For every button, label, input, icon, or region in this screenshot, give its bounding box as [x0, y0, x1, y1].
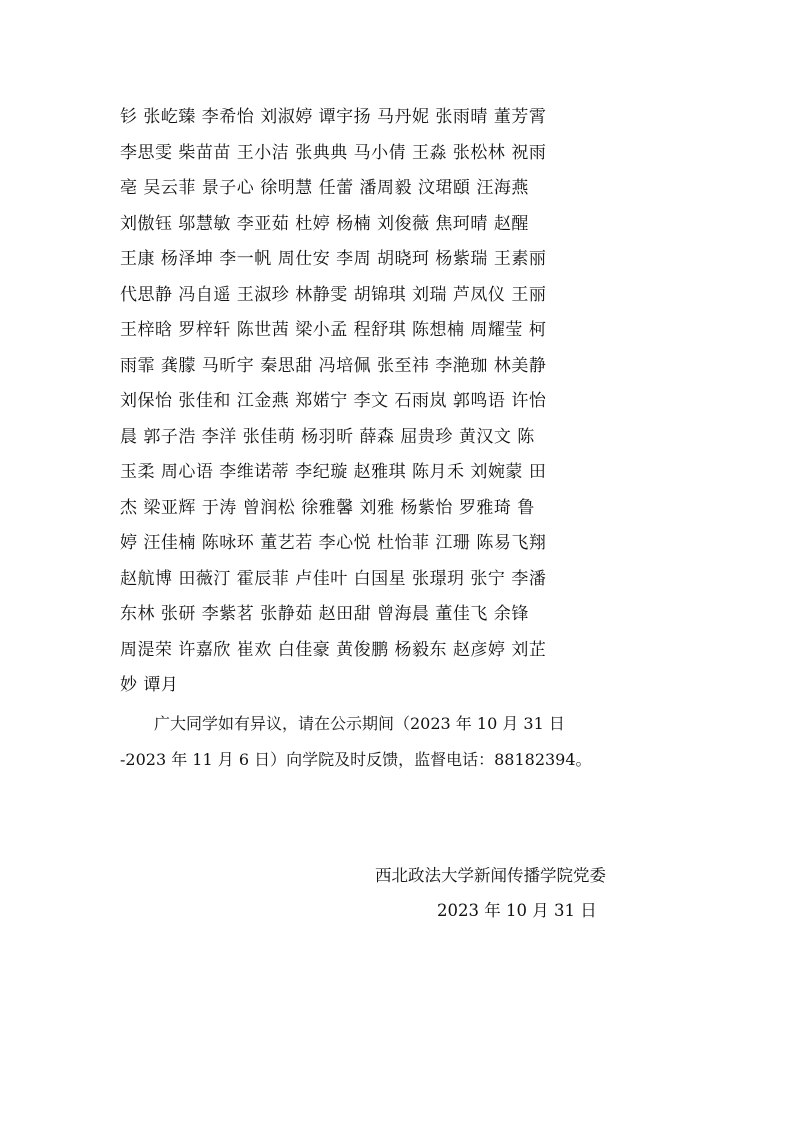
- name-list-line: 东林 张研 李紫茗 张静茹 赵田甜 曾海晨 董佳飞 余锋: [120, 604, 529, 624]
- name-list: [120, 100, 680, 704]
- name-list-line: 玉柔 周心语 李维诺蒂 李纪璇 赵雅琪 陈月禾 刘婉蒙 田: [120, 462, 547, 482]
- name-list-line: 亳 吴云菲 景子心 徐明慧 任蕾 潘周毅 汶珺頤 汪海燕: [120, 178, 529, 198]
- name-list-line: 妙 谭月: [120, 675, 179, 695]
- name-list-line: 代思静 冯自遥 王淑珍 林静雯 胡锦琪 刘瑞 芦凤仪 王丽: [120, 284, 547, 305]
- name-list-line: 刘保怡 张佳和 江金燕 郑婼宁 李文 石雨岚 郭鸣语 许怡: [120, 391, 547, 411]
- name-list-line: 李思雯 柴苗苗 王小洁 张典典 马小倩 王淼 张松林 祝雨: [120, 142, 547, 163]
- name-list-line: 婷 汪佳楠 陈咏环 董艺若 李心悦 杜怡菲 江珊 陈易飞翔: [120, 533, 547, 553]
- name-list-line: 雨霏 龚朦 马昕宇 秦思甜 冯培佩 张至祎 李滟珈 林美静: [120, 355, 547, 376]
- name-list-line: 王康 杨泽坤 李一帆 周仕安 李周 胡晓珂 杨紫瑞 王素丽: [120, 249, 547, 269]
- name-list-line: 钐 张屹臻 李希怡 刘淑婷 谭宇扬 马丹妮 张雨晴 董芳霄: [120, 107, 547, 127]
- name-list-line: 刘傲钰 邬慧敏 李亚茹 杜婷 杨楠 刘俊薇 焦珂晴 赵醒: [120, 213, 529, 234]
- name-list-line: 晨 郭子浩 李洋 张佳萌 杨羽昕 薛森 屈贵珍 黄汉文 陈: [120, 426, 535, 447]
- name-list-line: 周湜荣 许嘉欣 崔欢 白佳豪 黄俊鹏 杨毅东 赵彦婷 刘芷: [120, 639, 547, 660]
- notice-line-2: -2023 年 11 月 6 日）向学院及时反馈，监督电话：88182394。: [120, 750, 592, 769]
- objection-notice: [120, 706, 680, 778]
- name-list-line: 杰 梁亚辉 于涛 曾润松 徐雅馨 刘雅 杨紫怡 罗雅琦 鲁: [120, 497, 535, 518]
- name-list-line: 赵航博 田薇汀 霍辰菲 卢佳叶 白国星 张璟玥 张宁 李潘: [120, 568, 547, 589]
- name-list-line: 王梓晗 罗梓轩 陈世茜 梁小孟 程舒琪 陈想楠 周耀莹 柯: [120, 320, 547, 340]
- signature-date: 2023 年 10 月 31 日: [437, 901, 597, 920]
- notice-line-1: 广大同学如有异议，请在公示期间（2023 年 10 月 31 日: [154, 714, 565, 733]
- signature-org: 西北政法大学新闻传播学院党委: [375, 866, 606, 885]
